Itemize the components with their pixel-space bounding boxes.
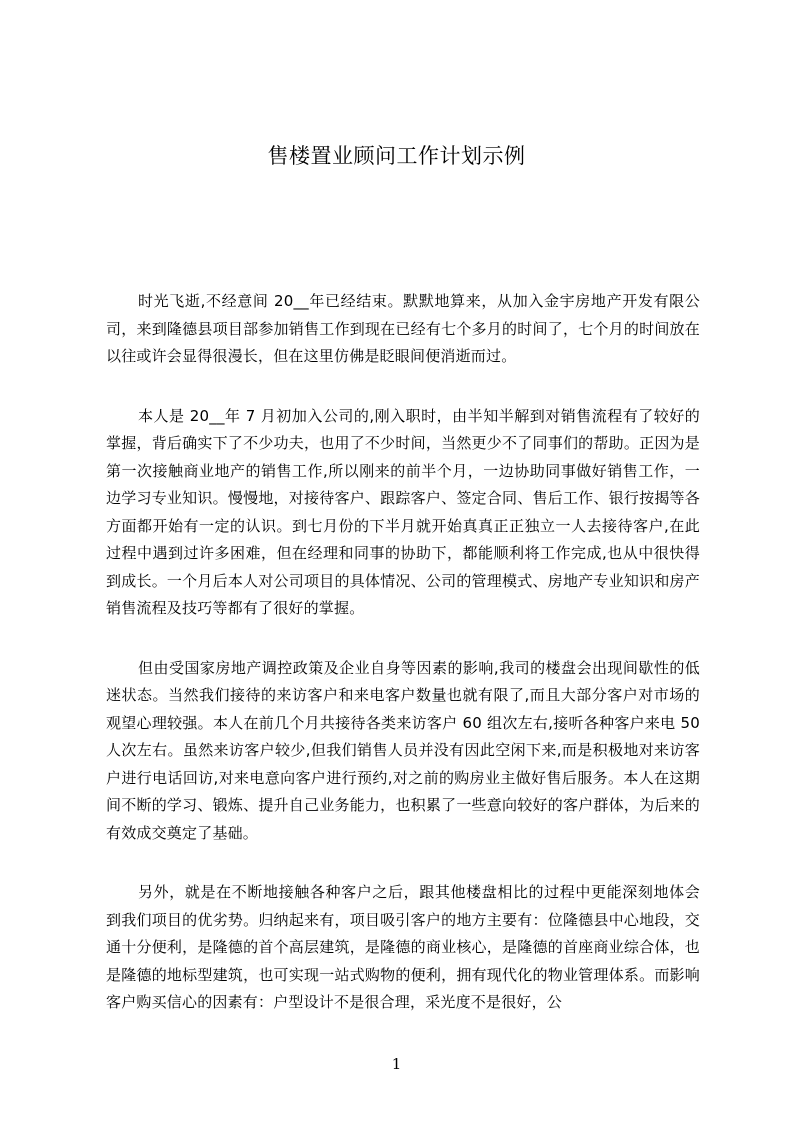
paragraph-3: 但由受国家房地产调控政策及企业自身等因素的影响,我司的楼盘会出现间歇性的低迷状态。当然我们接待的来访客户和来电客户数量也就有限了,而且大部分客户对市场的观望心理较强。本人在前几个月共接待各类来访客户 60 组次左右,接听各种客户来电 50 人次左右。虽然来访客户较少,但我们销售人员并没有因此空闲下来,而是积极地对来访客户进行电话回访,对来电意向客户进行预约,对之前的购房业主做好售后服务。本人在这期间不断的学习、锻炼、提升自己业务能力，也积累了一些意向较好的客户群体，为后来的有效成交奠定了基础。 (106, 658, 700, 842)
page-number: 1 (391, 1055, 402, 1073)
document-body (106, 288, 700, 1049)
paragraph-4: 另外，就是在不断地接触各种客户之后，跟其他楼盘相比的过程中更能深刻地体会到我们项目的优劣势。归纳起来有，项目吸引客户的地方主要有：位隆德县中心地段，交通十分便利，是隆德的首个高层建筑，是隆德的商业核心，是隆德的首座商业综合体，也是隆德的地标型建筑，也可实现一站式购物的便利，拥有现代化的物业管理体系。而影响客户购买信心的因素有：户型设计不是很合理，采光度不是很好，公 (106, 883, 700, 1011)
document-title: 售楼置业顾问工作计划示例 (267, 144, 526, 168)
paragraph-2: 本人是 20__年 7 月初加入公司的,刚入职时，由半知半解到对销售流程有了较好的掌握，背后确实下了不少功夫，也用了不少时间，当然更少不了同事们的帮助。正因为是第一次接触商业地产的销售工作,所以刚来的前半个月，一边协助同事做好销售工作，一边学习专业知识。慢慢地，对接待客户、跟踪客户、签定合同、售后工作、银行按揭等各方面都开始有一定的认识。到七月份的下半月就开始真真正正独立一人去接待客户,在此过程中遇到过许多困难，但在经理和同事的协助下，都能顺利将工作完成,也从中很快得到成长。一个月后本人对公司项目的具体情况、公司的管理模式、房地产专业知识和房产销售流程及技巧等都有了很好的掌握。 (106, 406, 700, 617)
paragraph-1: 时光飞逝,不经意间 20__年已经结束。默默地算来，从加入金宇房地产开发有限公司，来到隆德县项目部参加销售工作到现在已经有七个多月的时间了，七个月的时间放在以往或许会显得很漫长，但在这里仿佛是眨眼间便消逝而过。 (106, 292, 700, 365)
